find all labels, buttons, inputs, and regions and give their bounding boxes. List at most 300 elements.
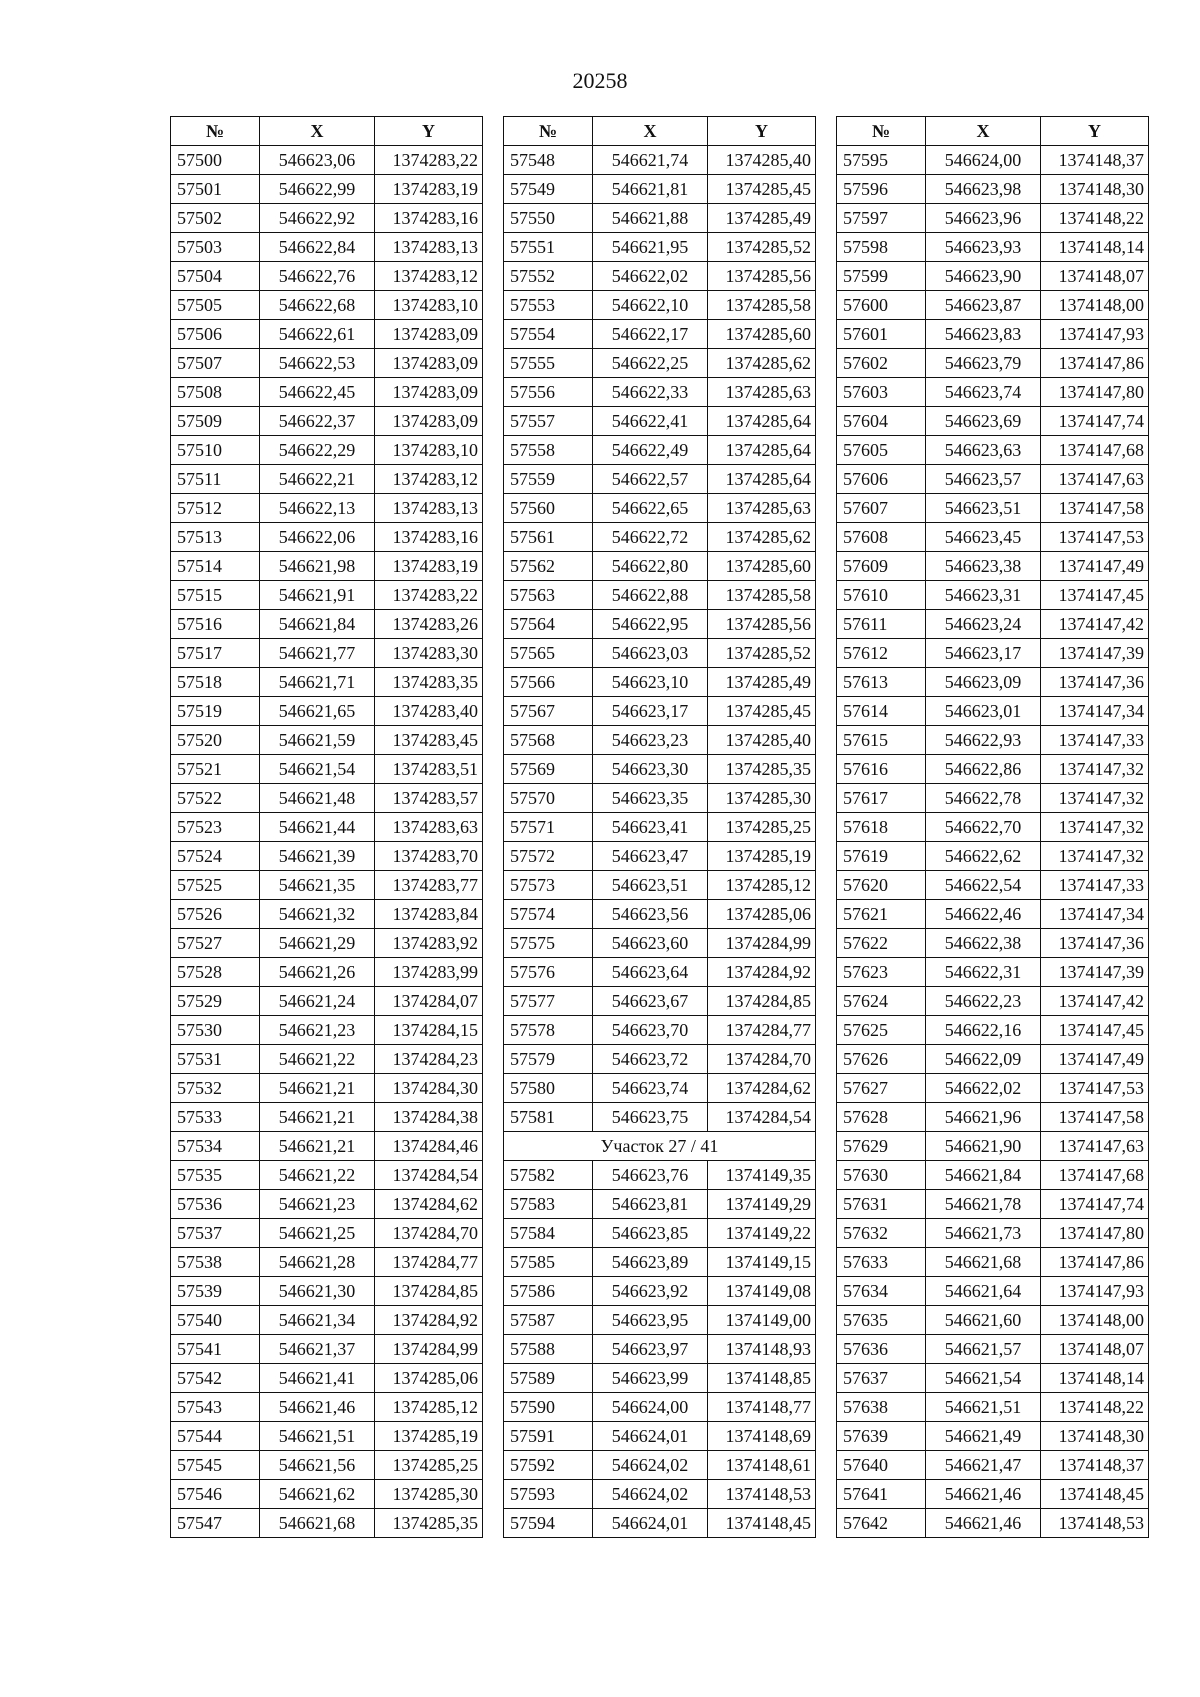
y-coordinate-cell: 1374148,07 [1041,262,1149,291]
table-row [171,1103,483,1132]
x-coordinate-cell: 546621,25 [260,1219,375,1248]
x-coordinate-cell: 546622,70 [926,813,1041,842]
point-number-cell: 57554 [504,320,593,349]
x-coordinate-cell: 546621,39 [260,842,375,871]
y-coordinate-cell: 1374149,22 [708,1219,816,1248]
x-coordinate-cell: 546622,45 [260,378,375,407]
y-coordinate-cell: 1374285,64 [708,407,816,436]
x-coordinate-cell: 546622,02 [593,262,708,291]
x-coordinate-cell: 546621,34 [260,1306,375,1335]
y-coordinate-cell: 1374147,34 [1041,697,1149,726]
x-coordinate-cell: 546621,21 [260,1074,375,1103]
x-coordinate-cell: 546621,29 [260,929,375,958]
table-row [171,639,483,668]
x-coordinate-cell: 546621,44 [260,813,375,842]
header-x: X [593,117,708,146]
x-coordinate-cell: 546621,21 [260,1103,375,1132]
header-y: Y [1041,117,1149,146]
x-coordinate-cell: 546622,61 [260,320,375,349]
point-number-cell: 57524 [171,842,260,871]
y-coordinate-cell: 1374285,58 [708,581,816,610]
point-number-cell: 57563 [504,581,593,610]
table-row [837,639,1149,668]
x-coordinate-cell: 546623,47 [593,842,708,871]
x-coordinate-cell: 546623,17 [593,697,708,726]
y-coordinate-cell: 1374284,92 [375,1306,483,1335]
y-coordinate-cell: 1374148,30 [1041,1422,1149,1451]
y-coordinate-cell: 1374147,45 [1041,581,1149,610]
table-row [171,987,483,1016]
table-row [837,1277,1149,1306]
table-row [837,668,1149,697]
table-row [837,610,1149,639]
point-number-cell: 57593 [504,1480,593,1509]
x-coordinate-cell: 546623,92 [593,1277,708,1306]
point-number-cell: 57620 [837,871,926,900]
point-number-cell: 57626 [837,1045,926,1074]
y-coordinate-cell: 1374147,36 [1041,929,1149,958]
x-coordinate-cell: 546621,22 [260,1045,375,1074]
y-coordinate-cell: 1374283,10 [375,291,483,320]
y-coordinate-cell: 1374285,60 [708,552,816,581]
x-coordinate-cell: 546621,35 [260,871,375,900]
y-coordinate-cell: 1374284,77 [708,1016,816,1045]
y-coordinate-cell: 1374148,53 [708,1480,816,1509]
point-number-cell: 57605 [837,436,926,465]
table-row [171,146,483,175]
point-number-cell: 57624 [837,987,926,1016]
point-number-cell: 57619 [837,842,926,871]
table-row [504,813,816,842]
y-coordinate-cell: 1374283,22 [375,146,483,175]
point-number-cell: 57602 [837,349,926,378]
y-coordinate-cell: 1374147,80 [1041,378,1149,407]
point-number-cell: 57612 [837,639,926,668]
table-row [837,1480,1149,1509]
x-coordinate-cell: 546623,85 [593,1219,708,1248]
y-coordinate-cell: 1374147,93 [1041,1277,1149,1306]
x-coordinate-cell: 546623,96 [926,204,1041,233]
y-coordinate-cell: 1374284,30 [375,1074,483,1103]
point-number-cell: 57550 [504,204,593,233]
point-number-cell: 57587 [504,1306,593,1335]
table-row [171,1161,483,1190]
table-row [504,610,816,639]
y-coordinate-cell: 1374148,69 [708,1422,816,1451]
x-coordinate-cell: 546623,17 [926,639,1041,668]
y-coordinate-cell: 1374147,36 [1041,668,1149,697]
y-coordinate-cell: 1374283,12 [375,262,483,291]
table-row [837,436,1149,465]
x-coordinate-cell: 546624,00 [926,146,1041,175]
y-coordinate-cell: 1374285,30 [375,1480,483,1509]
point-number-cell: 57545 [171,1451,260,1480]
point-number-cell: 57548 [504,146,593,175]
x-coordinate-cell: 546622,95 [593,610,708,639]
y-coordinate-cell: 1374148,07 [1041,1335,1149,1364]
point-number-cell: 57634 [837,1277,926,1306]
point-number-cell: 57507 [171,349,260,378]
x-coordinate-cell: 546622,53 [260,349,375,378]
y-coordinate-cell: 1374285,56 [708,610,816,639]
table-row [504,1016,816,1045]
table-row [837,1393,1149,1422]
y-coordinate-cell: 1374148,30 [1041,175,1149,204]
y-coordinate-cell: 1374148,53 [1041,1509,1149,1538]
y-coordinate-cell: 1374285,45 [708,175,816,204]
y-coordinate-cell: 1374149,15 [708,1248,816,1277]
table-row [504,668,816,697]
table-row [837,465,1149,494]
x-coordinate-cell: 546621,46 [260,1393,375,1422]
y-coordinate-cell: 1374285,25 [375,1451,483,1480]
point-number-cell: 57533 [171,1103,260,1132]
y-coordinate-cell: 1374283,57 [375,784,483,813]
point-number-cell: 57502 [171,204,260,233]
x-coordinate-cell: 546622,88 [593,581,708,610]
table-row [837,320,1149,349]
point-number-cell: 57509 [171,407,260,436]
y-coordinate-cell: 1374285,64 [708,436,816,465]
point-number-cell: 57522 [171,784,260,813]
point-number-cell: 57629 [837,1132,926,1161]
x-coordinate-cell: 546621,78 [926,1190,1041,1219]
point-number-cell: 57520 [171,726,260,755]
table-row [504,929,816,958]
x-coordinate-cell: 546624,01 [593,1509,708,1538]
table-row [504,1219,816,1248]
point-number-cell: 57628 [837,1103,926,1132]
table-row [504,494,816,523]
x-coordinate-cell: 546623,74 [593,1074,708,1103]
point-number-cell: 57512 [171,494,260,523]
x-coordinate-cell: 546622,84 [260,233,375,262]
table-row [171,1277,483,1306]
x-coordinate-cell: 546622,62 [926,842,1041,871]
y-coordinate-cell: 1374148,00 [1041,291,1149,320]
table-row [504,1277,816,1306]
table-row [171,1132,483,1161]
y-coordinate-cell: 1374147,34 [1041,900,1149,929]
y-coordinate-cell: 1374283,99 [375,958,483,987]
header-row [504,117,816,146]
point-number-cell: 57510 [171,436,260,465]
point-number-cell: 57594 [504,1509,593,1538]
table-row [837,1248,1149,1277]
point-number-cell: 57539 [171,1277,260,1306]
point-number-cell: 57625 [837,1016,926,1045]
x-coordinate-cell: 546621,56 [260,1451,375,1480]
x-coordinate-cell: 546621,90 [926,1132,1041,1161]
point-number-cell: 57547 [171,1509,260,1538]
x-coordinate-cell: 546623,23 [593,726,708,755]
table-row [171,1248,483,1277]
y-coordinate-cell: 1374283,84 [375,900,483,929]
y-coordinate-cell: 1374149,35 [708,1161,816,1190]
table-row [504,900,816,929]
y-coordinate-cell: 1374285,19 [708,842,816,871]
x-coordinate-cell: 546621,68 [260,1509,375,1538]
y-coordinate-cell: 1374149,29 [708,1190,816,1219]
x-coordinate-cell: 546621,73 [926,1219,1041,1248]
x-coordinate-cell: 546622,10 [593,291,708,320]
y-coordinate-cell: 1374147,53 [1041,523,1149,552]
y-coordinate-cell: 1374147,58 [1041,1103,1149,1132]
y-coordinate-cell: 1374284,46 [375,1132,483,1161]
x-coordinate-cell: 546621,48 [260,784,375,813]
y-coordinate-cell: 1374283,51 [375,755,483,784]
point-number-cell: 57580 [504,1074,593,1103]
table-row [837,349,1149,378]
y-coordinate-cell: 1374283,13 [375,494,483,523]
y-coordinate-cell: 1374284,54 [708,1103,816,1132]
y-coordinate-cell: 1374285,52 [708,233,816,262]
point-number-cell: 57592 [504,1451,593,1480]
table-row [837,1219,1149,1248]
table-row [837,262,1149,291]
y-coordinate-cell: 1374147,80 [1041,1219,1149,1248]
x-coordinate-cell: 546621,54 [260,755,375,784]
x-coordinate-cell: 546621,65 [260,697,375,726]
y-coordinate-cell: 1374283,16 [375,204,483,233]
y-coordinate-cell: 1374285,62 [708,349,816,378]
y-coordinate-cell: 1374283,77 [375,871,483,900]
page-number: 20258 [572,68,628,93]
table-row [504,320,816,349]
x-coordinate-cell: 546621,84 [260,610,375,639]
table-row [504,552,816,581]
y-coordinate-cell: 1374148,85 [708,1364,816,1393]
table-row [171,871,483,900]
x-coordinate-cell: 546623,83 [926,320,1041,349]
table-row [171,668,483,697]
table-row [837,1451,1149,1480]
table-row [171,610,483,639]
point-number-cell: 57571 [504,813,593,842]
table-row [837,929,1149,958]
x-coordinate-cell: 546622,68 [260,291,375,320]
y-coordinate-cell: 1374283,26 [375,610,483,639]
y-coordinate-cell: 1374285,30 [708,784,816,813]
table-row [171,1074,483,1103]
point-number-cell: 57609 [837,552,926,581]
point-number-cell: 57531 [171,1045,260,1074]
table-row [171,494,483,523]
table-row [504,726,816,755]
table-row [171,320,483,349]
y-coordinate-cell: 1374283,19 [375,552,483,581]
point-number-cell: 57589 [504,1364,593,1393]
x-coordinate-cell: 546623,69 [926,407,1041,436]
x-coordinate-cell: 546623,81 [593,1190,708,1219]
x-coordinate-cell: 546621,41 [260,1364,375,1393]
table-row [504,958,816,987]
table-row [504,987,816,1016]
table-row [837,1103,1149,1132]
x-coordinate-cell: 546621,54 [926,1364,1041,1393]
y-coordinate-cell: 1374284,85 [708,987,816,1016]
y-coordinate-cell: 1374284,92 [708,958,816,987]
point-number-cell: 57608 [837,523,926,552]
point-number-cell: 57635 [837,1306,926,1335]
point-number-cell: 57601 [837,320,926,349]
x-coordinate-cell: 546621,60 [926,1306,1041,1335]
point-number-cell: 57569 [504,755,593,784]
point-number-cell: 57578 [504,1016,593,1045]
table-row [504,1422,816,1451]
x-coordinate-cell: 546621,95 [593,233,708,262]
point-number-cell: 57586 [504,1277,593,1306]
x-coordinate-cell: 546623,90 [926,262,1041,291]
table-row [504,204,816,233]
point-number-cell: 57566 [504,668,593,697]
point-number-cell: 57532 [171,1074,260,1103]
table-row [837,552,1149,581]
y-coordinate-cell: 1374284,77 [375,1248,483,1277]
y-coordinate-cell: 1374283,13 [375,233,483,262]
x-coordinate-cell: 546621,23 [260,1190,375,1219]
x-coordinate-cell: 546622,06 [260,523,375,552]
table-row [171,958,483,987]
table-row [837,1045,1149,1074]
table-row [171,1509,483,1538]
y-coordinate-cell: 1374284,15 [375,1016,483,1045]
point-number-cell: 57621 [837,900,926,929]
x-coordinate-cell: 546621,24 [260,987,375,1016]
table-row [171,929,483,958]
header-num: № [837,117,926,146]
x-coordinate-cell: 546623,09 [926,668,1041,697]
point-number-cell: 57630 [837,1161,926,1190]
table-row [171,726,483,755]
table-row [504,1509,816,1538]
x-coordinate-cell: 546621,51 [926,1393,1041,1422]
point-number-cell: 57551 [504,233,593,262]
table-row [837,146,1149,175]
y-coordinate-cell: 1374283,09 [375,320,483,349]
point-number-cell: 57568 [504,726,593,755]
point-number-cell: 57549 [504,175,593,204]
table-row [171,465,483,494]
y-coordinate-cell: 1374147,45 [1041,1016,1149,1045]
x-coordinate-cell: 546621,64 [926,1277,1041,1306]
point-number-cell: 57600 [837,291,926,320]
point-number-cell: 57504 [171,262,260,291]
x-coordinate-cell: 546623,03 [593,639,708,668]
x-coordinate-cell: 546622,78 [926,784,1041,813]
x-coordinate-cell: 546623,74 [926,378,1041,407]
y-coordinate-cell: 1374283,09 [375,349,483,378]
table-row [504,1161,816,1190]
x-coordinate-cell: 546622,02 [926,1074,1041,1103]
point-number-cell: 57505 [171,291,260,320]
point-number-cell: 57526 [171,900,260,929]
point-number-cell: 57623 [837,958,926,987]
table-row [504,262,816,291]
x-coordinate-cell: 546622,76 [260,262,375,291]
point-number-cell: 57640 [837,1451,926,1480]
y-coordinate-cell: 1374283,09 [375,407,483,436]
table-row [837,581,1149,610]
y-coordinate-cell: 1374147,39 [1041,958,1149,987]
table-row [504,349,816,378]
point-number-cell: 57590 [504,1393,593,1422]
point-number-cell: 57641 [837,1480,926,1509]
table-row [837,1364,1149,1393]
y-coordinate-cell: 1374148,14 [1041,1364,1149,1393]
x-coordinate-cell: 546621,88 [593,204,708,233]
header-y: Y [708,117,816,146]
table-row [171,175,483,204]
table-row [171,407,483,436]
y-coordinate-cell: 1374285,35 [708,755,816,784]
y-coordinate-cell: 1374148,37 [1041,146,1149,175]
point-number-cell: 57508 [171,378,260,407]
table-row [171,1306,483,1335]
x-coordinate-cell: 546622,80 [593,552,708,581]
y-coordinate-cell: 1374284,23 [375,1045,483,1074]
y-coordinate-cell: 1374285,52 [708,639,816,668]
x-coordinate-cell: 546621,47 [926,1451,1041,1480]
y-coordinate-cell: 1374147,93 [1041,320,1149,349]
coordinates-table-1 [170,116,483,1538]
y-coordinate-cell: 1374147,49 [1041,1045,1149,1074]
y-coordinate-cell: 1374283,16 [375,523,483,552]
table-row [837,784,1149,813]
table-row [504,233,816,262]
x-coordinate-cell: 546624,02 [593,1480,708,1509]
point-number-cell: 57639 [837,1422,926,1451]
table-row [504,1364,816,1393]
y-coordinate-cell: 1374285,35 [375,1509,483,1538]
table-row [171,291,483,320]
point-number-cell: 57574 [504,900,593,929]
y-coordinate-cell: 1374285,62 [708,523,816,552]
point-number-cell: 57553 [504,291,593,320]
point-number-cell: 57513 [171,523,260,552]
x-coordinate-cell: 546623,95 [593,1306,708,1335]
x-coordinate-cell: 546623,87 [926,291,1041,320]
x-coordinate-cell: 546623,60 [593,929,708,958]
table-row [837,1016,1149,1045]
table-body [171,146,483,1538]
x-coordinate-cell: 546622,86 [926,755,1041,784]
y-coordinate-cell: 1374285,40 [708,146,816,175]
table-row [504,1045,816,1074]
point-number-cell: 57615 [837,726,926,755]
table-row [837,1190,1149,1219]
y-coordinate-cell: 1374283,19 [375,175,483,204]
point-number-cell: 57555 [504,349,593,378]
point-number-cell: 57585 [504,1248,593,1277]
point-number-cell: 57556 [504,378,593,407]
y-coordinate-cell: 1374147,32 [1041,813,1149,842]
x-coordinate-cell: 546622,33 [593,378,708,407]
table-row [837,291,1149,320]
y-coordinate-cell: 1374147,68 [1041,436,1149,465]
header-num: № [171,117,260,146]
x-coordinate-cell: 546621,30 [260,1277,375,1306]
point-number-cell: 57613 [837,668,926,697]
point-number-cell: 57577 [504,987,593,1016]
y-coordinate-cell: 1374148,61 [708,1451,816,1480]
table-row [171,1393,483,1422]
table-row [837,1074,1149,1103]
header-row [837,117,1149,146]
table-row [171,900,483,929]
point-number-cell: 57607 [837,494,926,523]
x-coordinate-cell: 546622,16 [926,1016,1041,1045]
